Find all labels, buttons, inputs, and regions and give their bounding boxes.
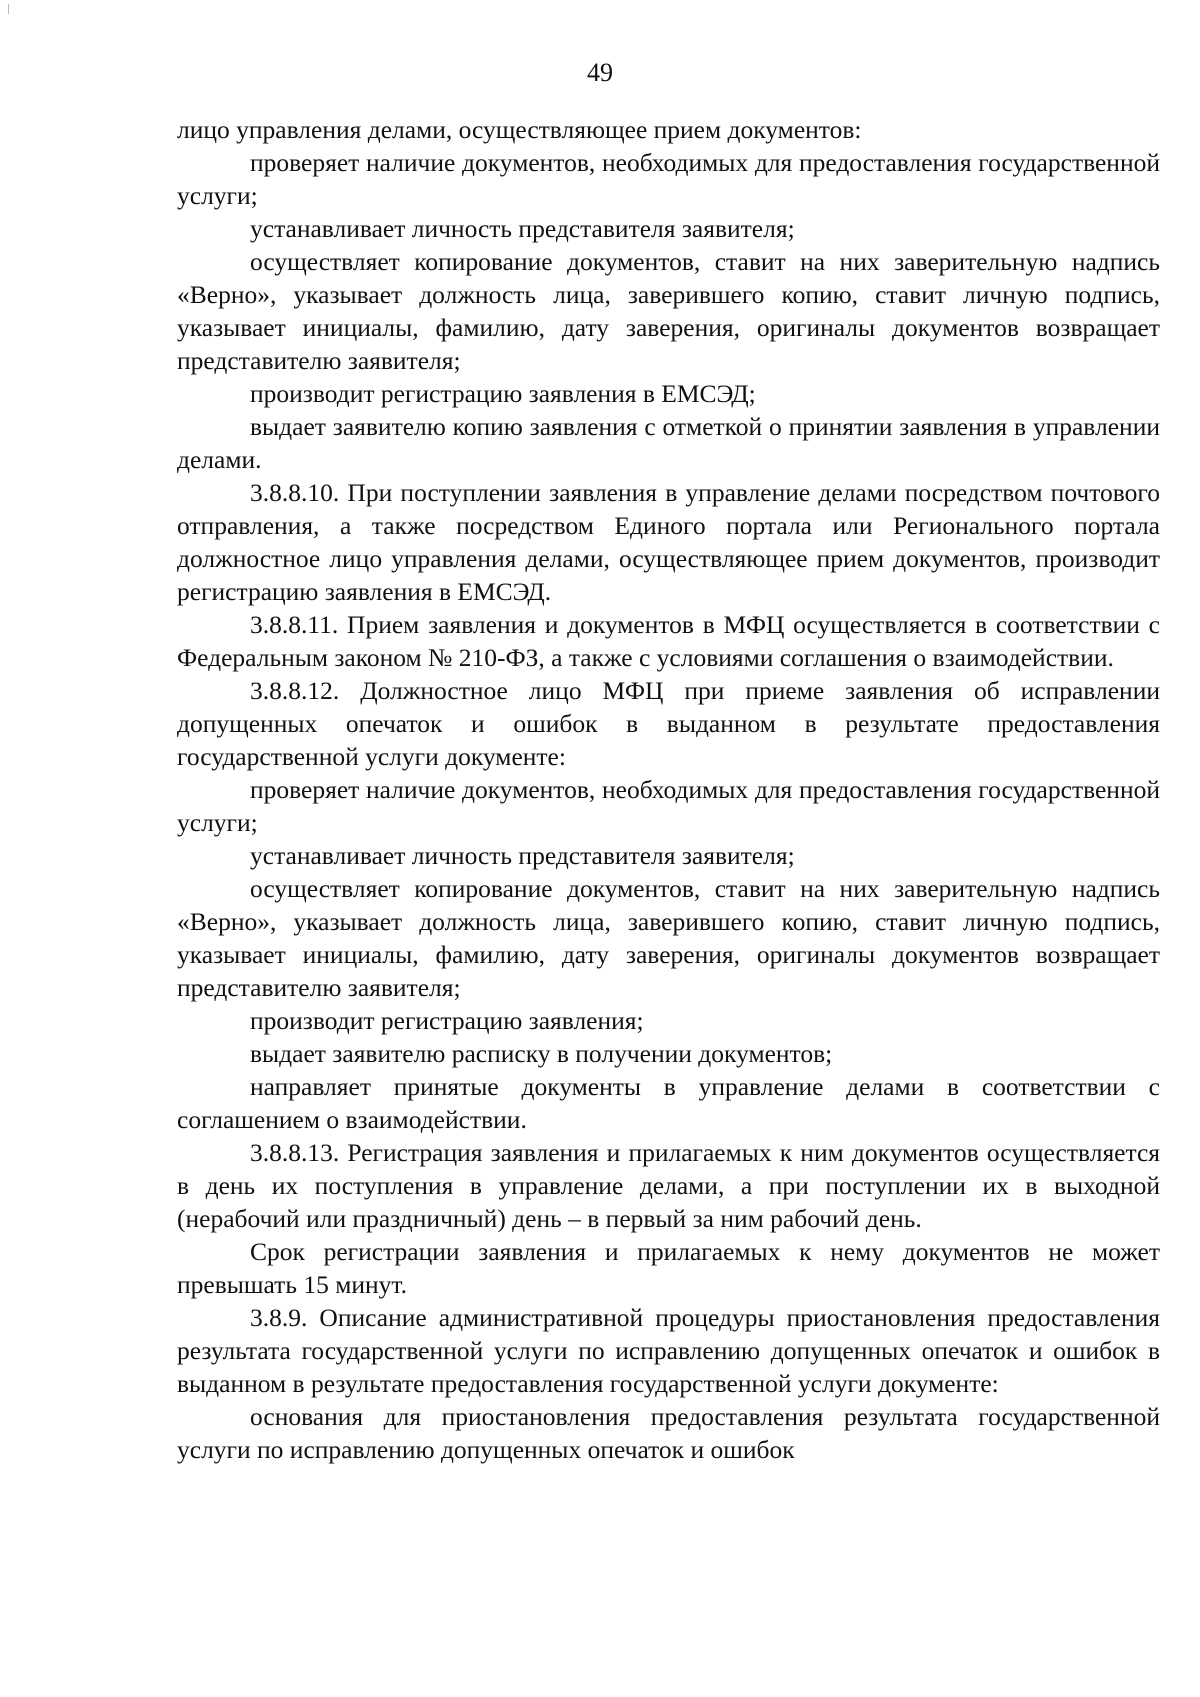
paragraph: направляет принятые документы в управление делами в соответствии с соглашением о взаимодействии. [177, 1072, 1160, 1134]
paragraph: 3.8.9. Описание административной процедуры приостановления предоставления результата государственной услуги по исправлению допущенных опечаток и ошибок в выданном в результате предоставления государственной услуги документе: [177, 1303, 1160, 1398]
paragraph: 3.8.8.12. Должностное лицо МФЦ при приеме заявления об исправлении допущенных опечаток и ошибок в выданном в результате предоставления государственной услуги документе: [177, 676, 1160, 771]
paragraph: проверяет наличие документов, необходимых для предоставления государственной услуги; [177, 148, 1160, 210]
paragraph: выдает заявителю копию заявления с отметкой о принятии заявления в управлении делами. [177, 412, 1160, 474]
paragraph: проверяет наличие документов, необходимых для предоставления государственной услуги; [177, 775, 1160, 837]
paragraph: 3.8.8.11. Прием заявления и документов в МФЦ осуществляется в соответствии с Федеральным законом № 210-ФЗ, а также с условиями соглашения о взаимодействии. [177, 610, 1160, 672]
paragraph: устанавливает личность представителя заявителя; [250, 841, 795, 870]
scan-edge-mark [8, 4, 9, 14]
paragraph: устанавливает личность представителя заявителя; [250, 214, 795, 243]
paragraph: осуществляет копирование документов, ставит на них заверительную надпись «Верно», указывает должность лица, заверившего копию, ставит личную подпись, указывает инициалы, фамилию, дату заверения, оригиналы документов возвращает представителю заявителя; [177, 874, 1160, 1002]
paragraph: основания для приостановления предоставления результата государственной услуги по исправлению допущенных опечаток и ошибок [177, 1402, 1160, 1464]
paragraph: выдает заявителю расписку в получении документов; [250, 1039, 833, 1068]
paragraph: лицо управления делами, осуществляющее прием документов: [177, 115, 862, 144]
paragraph: 3.8.8.10. При поступлении заявления в управление делами посредством почтового отправления, а также посредством Единого портала или Регионального портала должностное лицо управления делами, осуществляющее прием документов, производит регистрацию заявления в ЕМСЭД. [177, 478, 1160, 606]
document-body [177, 113, 1160, 1466]
paragraph: 3.8.8.13. Регистрация заявления и прилагаемых к ним документов осуществляется в день их поступления в управление делами, а при поступлении их в выходной (нерабочий или праздничный) день – в первый за ним рабочий день. [177, 1138, 1160, 1233]
paragraph: Срок регистрации заявления и прилагаемых к нему документов не может превышать 15 минут. [177, 1237, 1160, 1299]
paragraph: производит регистрацию заявления в ЕМСЭД; [250, 379, 756, 408]
paragraph: производит регистрацию заявления; [250, 1006, 644, 1035]
paragraph: осуществляет копирование документов, ставит на них заверительную надпись «Верно», указывает должность лица, заверившего копию, ставит личную подпись, указывает инициалы, фамилию, дату заверения, оригиналы документов возвращает представителю заявителя; [177, 247, 1160, 375]
page-number: 49 [587, 58, 613, 87]
